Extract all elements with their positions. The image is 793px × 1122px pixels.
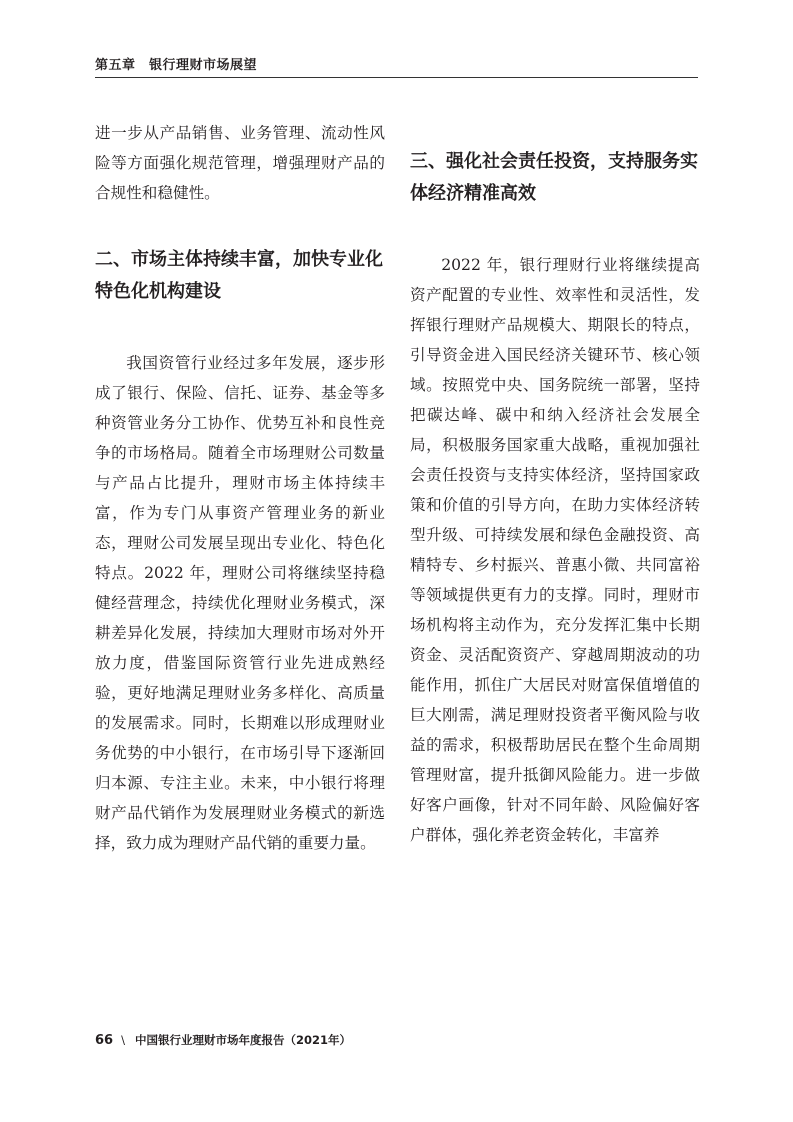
section-heading-2: 二、市场主体持续丰富，加快专业化特色化机构建设 — [95, 249, 383, 302]
section-heading-3: 三、强化社会责任投资，支持服务实体经济精准高效 — [410, 151, 698, 204]
intro-paragraph: 进一步从产品销售、业务管理、流动性风险等方面强化规范管理，增强理财产品的合规性和稳健性。 — [95, 124, 385, 202]
section-3-body: 2022 年，银行理财行业将继续提高资产配置的专业性、效率性和灵活性，发挥银行理财产品规模大、期限长的特点，引导资金进入国民经济关键环节、核心领域。按照党中央、国务院统一部署，坚持把碳达峰、碳中和纳入经济社会发展全局，积极服务国家重大战略，重视加强社会责任投资与支持实体经济，坚持国家政策和价值的引导方向，在助力实体经济转型升级、可持续发展和绿色金融投资、高精特专、乡村振兴、普惠小微、共同富裕等领域提供更有力的支撑。同时，理财市场机构将主动作为，充分发挥汇集中长期资金、灵活配资资产、穿越周期波动的功能作用，抓住广大居民对财富保值增值的巨大刚需，满足理财投资者平衡风险与收益的需求，积极帮助居民在整个生命周期管理财富，提升抵御风险能力。进一步做好客户画像，针对不同年龄、风险偏好客户群体，强化养老资金转化，丰富养 — [410, 256, 700, 844]
left-column — [95, 118, 385, 858]
page-number: 66 — [95, 1033, 114, 1048]
report-title: 中国银行业理财市场年度报告（2021年） — [135, 1033, 352, 1047]
running-header: 第五章 银行理财市场展望 — [95, 58, 258, 73]
footer-separator: \ — [121, 1033, 125, 1047]
right-column — [410, 118, 700, 850]
section-2-body: 我国资管行业经过多年发展，逐步形成了银行、保险、信托、证券、基金等多种资管业务分工协作、优势互补和良性竞争的市场格局。随着全市场理财公司数量与产品占比提升，理财市场主体持续丰富，作为专门从事资产管理业务的新业态，理财公司发展呈现出专业化、特色化特点。2022 年，理财公司将继续坚持稳健经营理念，持续优化理财业务模式，深耕差异化发展，持续加大理财市场对外开放力度，借鉴国际资管行业先进成熟经验，更好地满足理财业务多样化、高质量的发展需求。同时，长期难以形成理财业务优势的中小银行，在市场引导下逐渐回归本源、专注主业。未来，中小银行将理财产品代销作为发展理财业务模式的新选择，致力成为理财产品代销的重要力量。 — [95, 354, 385, 852]
page-footer — [95, 1032, 351, 1048]
header-rule — [95, 77, 698, 78]
